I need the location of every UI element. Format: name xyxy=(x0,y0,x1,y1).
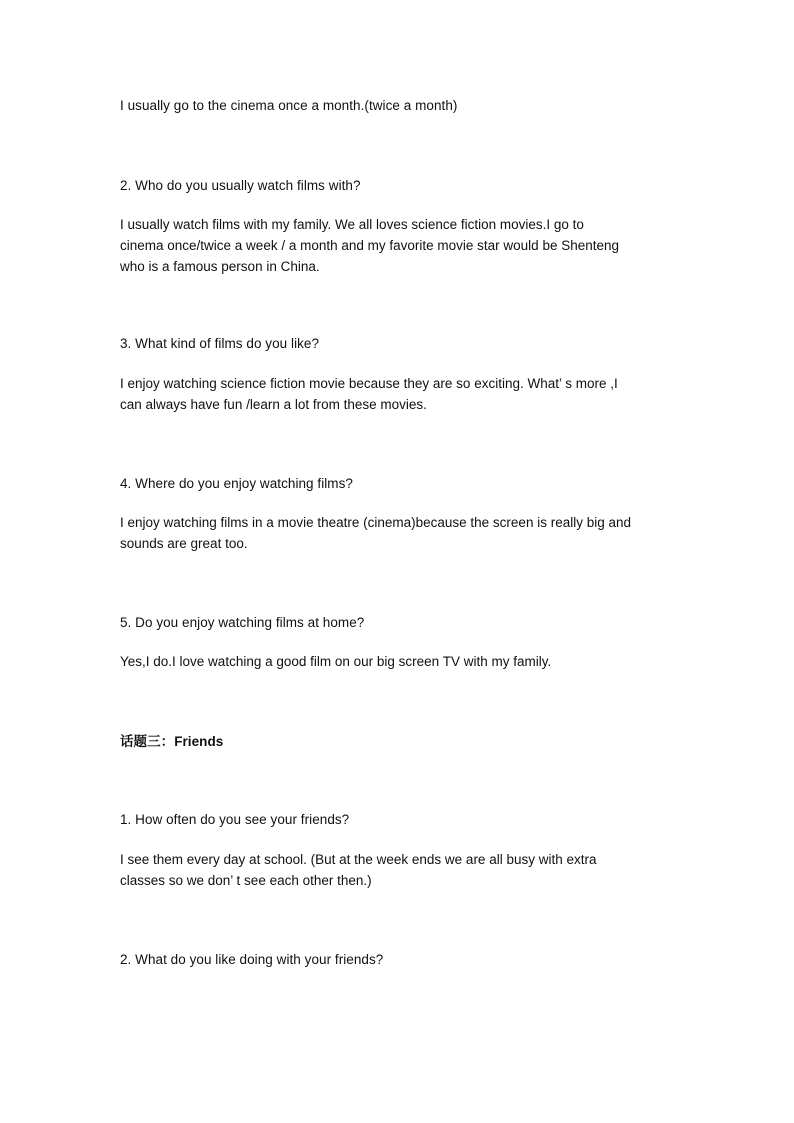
answer-line: I enjoy watching films in a movie theatre (cinema)because the screen is really big and xyxy=(120,515,632,530)
answer-line: who is a famous person in China. xyxy=(120,259,320,274)
answer-line: Yes,I do.I love watching a good film on our big screen TV with my family. xyxy=(120,654,552,669)
answer-paragraph xyxy=(120,512,680,554)
answer-paragraph xyxy=(120,373,680,415)
topic-heading: 话题三：Friends xyxy=(120,734,224,749)
question-text: 4. Where do you enjoy watching films? xyxy=(120,476,353,491)
answer-line: sounds are great too. xyxy=(120,536,248,551)
answer-paragraph xyxy=(120,214,680,277)
question-text: 1. How often do you see your friends? xyxy=(120,812,350,827)
answer-line: I enjoy watching science fiction movie because they are so exciting. What’ s more ,I xyxy=(120,376,618,391)
answer-line: cinema once/twice a week / a month and my favorite movie star would be Shenteng xyxy=(120,238,620,253)
question-text: 3. What kind of films do you like? xyxy=(120,336,320,351)
answer-line: classes so we don’ t see each other then.) xyxy=(120,873,372,888)
answer-line: can always have fun /learn a lot from these movies. xyxy=(120,397,427,412)
question-text: 2. What do you like doing with your friends? xyxy=(120,952,384,967)
question-text: 2. Who do you usually watch films with? xyxy=(120,178,361,193)
answer-paragraph xyxy=(120,849,680,891)
answer-text: I usually go to the cinema once a month.(twice a month) xyxy=(120,98,458,113)
question-text: 5. Do you enjoy watching films at home? xyxy=(120,615,365,630)
answer-line: I usually watch films with my family. We all loves science fiction movies.I go to xyxy=(120,217,584,232)
answer-paragraph xyxy=(120,651,680,672)
answer-line: I see them every day at school. (But at the week ends we are all busy with extra xyxy=(120,852,597,867)
